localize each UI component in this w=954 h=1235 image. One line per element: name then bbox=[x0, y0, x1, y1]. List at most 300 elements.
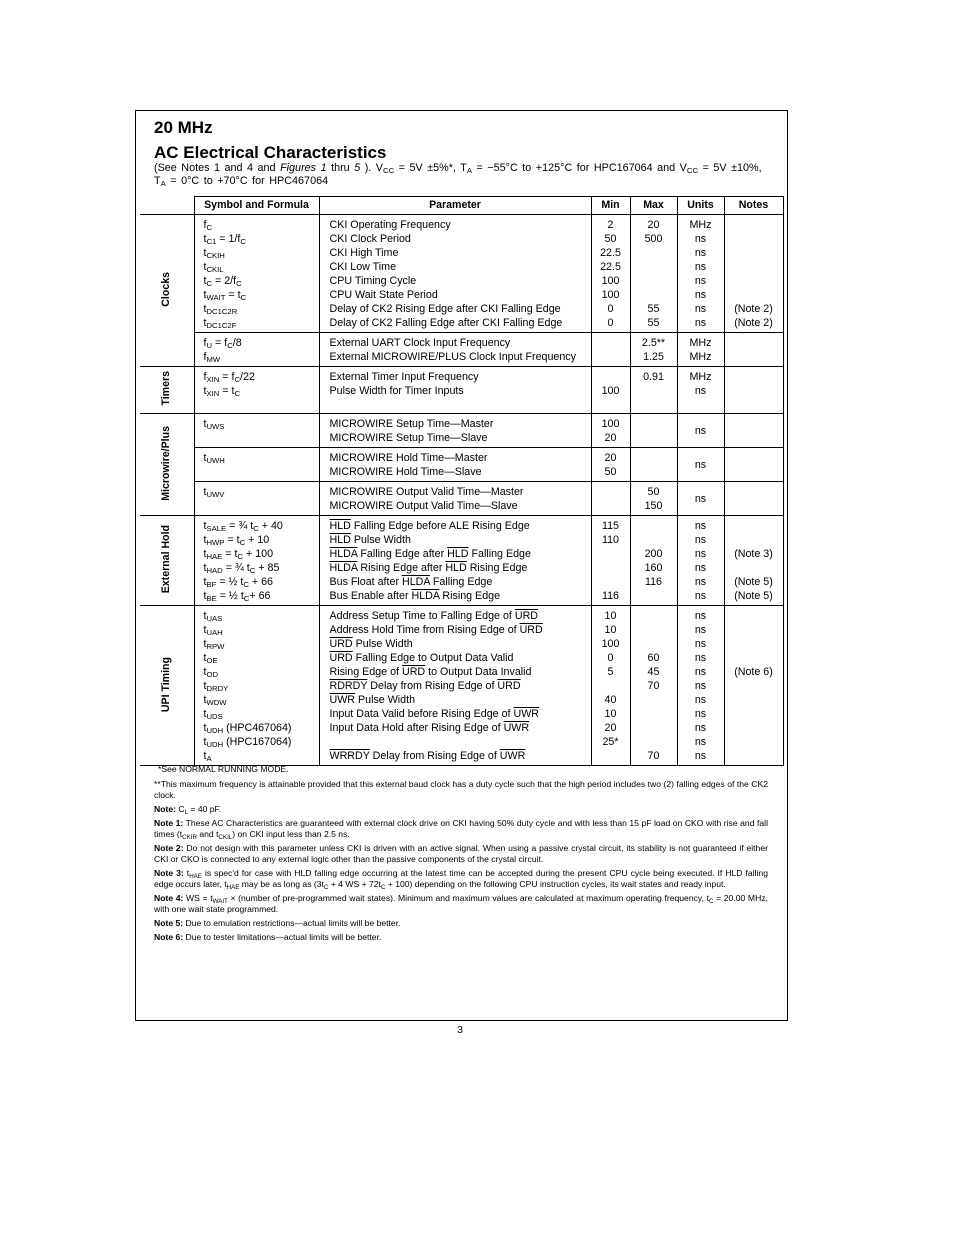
max-cell bbox=[630, 215, 677, 333]
subscript: DC1C2F bbox=[206, 321, 237, 331]
max-value: 20 bbox=[647, 219, 660, 231]
min-value: 110 bbox=[601, 534, 620, 546]
symbol-value: $t_{HAE} = t_C + 100$ bbox=[203, 548, 274, 562]
parameter-value: MICROWIRE Hold Time—Master bbox=[329, 452, 488, 464]
header-max: Max bbox=[630, 197, 677, 215]
notes-value bbox=[725, 519, 783, 533]
notes-value bbox=[725, 721, 783, 735]
overlined-signal: $\overline{UWR}$ bbox=[503, 722, 530, 734]
units-value: ns bbox=[694, 459, 707, 471]
notes-value: (Note 5) bbox=[734, 590, 773, 602]
max-value bbox=[631, 288, 677, 302]
notes-cell bbox=[724, 367, 783, 414]
max-value: 160 bbox=[644, 562, 663, 574]
min-value bbox=[592, 350, 630, 364]
parameter-cell bbox=[319, 333, 591, 367]
units-value: ns bbox=[694, 652, 707, 664]
notes-value bbox=[725, 350, 783, 364]
units-value: ns bbox=[694, 576, 707, 588]
symbol-cell bbox=[194, 414, 319, 448]
units-value: ns bbox=[694, 275, 707, 287]
overlined-signal: $\overline{URD}$ bbox=[329, 652, 353, 664]
units-value: ns bbox=[694, 233, 707, 245]
overlined-signal: HLDA bbox=[329, 548, 358, 560]
footnote: Note 4: WS = $t_{WAIT}$ × (number of pre-programmed wait states). Minimum and maximum values are calculated at maximum operating frequency, $t_C = 20.00$ MHz, with one wait state programmed. bbox=[154, 893, 768, 914]
max-value bbox=[631, 707, 677, 721]
parameter-value: MICROWIRE Output Valid Time—Master bbox=[329, 486, 524, 498]
subscript: BF bbox=[206, 580, 217, 590]
subscript: C bbox=[380, 883, 386, 891]
overlined-signal: RDRDY bbox=[329, 680, 368, 692]
footnote: Note 3: $t_{HAE}$ is spec'd for case with HLD falling edge occurring at the latest time can be accepted during the present CPU cycle being executed. If HLD falling edge occurs later, $t_{HAE}$ may be as long as ($3t_C + 4$ WS + $72t_C + 100$) depending on the following CPU instruction cycles, its wait states and ready input. bbox=[154, 868, 768, 891]
parameter-value: CPU Wait State Period bbox=[329, 289, 438, 301]
group-label-text: UPI Timing bbox=[160, 656, 173, 712]
max-value bbox=[631, 465, 677, 479]
min-cell bbox=[591, 482, 630, 516]
parameter-cell bbox=[319, 367, 591, 414]
notes-value bbox=[725, 260, 783, 274]
subscript: C bbox=[239, 538, 246, 548]
symbol-value: $t_{DRDY}$ bbox=[203, 680, 229, 694]
min-value: 0 bbox=[607, 652, 614, 664]
table-header-row bbox=[140, 197, 783, 215]
group-label-text: External Hold bbox=[160, 525, 173, 594]
units-value: ns bbox=[694, 520, 707, 532]
overlined-signal: $\overline{URD}$ bbox=[401, 666, 426, 678]
overlined-signal: $\overline{HLD}$ bbox=[447, 548, 469, 560]
subscript: A bbox=[160, 179, 166, 189]
subscript: BE bbox=[206, 594, 217, 604]
min-value: 100 bbox=[601, 638, 620, 650]
italic-reference: Figures 1 bbox=[280, 162, 327, 174]
max-value: 45 bbox=[647, 666, 660, 678]
units-value: ns bbox=[694, 722, 707, 734]
parameter-value: CKI Clock Period bbox=[329, 233, 411, 245]
symbol-value: $t_{XIN} = t_C$ bbox=[203, 385, 241, 399]
max-value bbox=[631, 533, 677, 547]
parameter-value: MICROWIRE Output Valid Time—Slave bbox=[329, 500, 518, 512]
parameter-value: Address Hold Time from Rising Edge of $\overline{URD}$ bbox=[329, 624, 543, 636]
subscript: C bbox=[243, 594, 250, 604]
units-value: ns bbox=[694, 694, 707, 706]
notes-cell bbox=[724, 516, 783, 606]
speed-heading: 20 MHz bbox=[154, 118, 213, 137]
subscript: C1 bbox=[206, 237, 217, 247]
clocks-block-2 bbox=[140, 333, 783, 367]
symbol-value: $t_{HWP} = t_C + 10$ bbox=[203, 534, 270, 548]
footnote-label: Note 4: bbox=[154, 893, 184, 903]
subscript: HWP bbox=[206, 538, 225, 548]
footnote-label: Note: bbox=[154, 804, 176, 814]
units-value: ns bbox=[694, 666, 707, 678]
min-value bbox=[592, 499, 630, 513]
notes-value bbox=[725, 693, 783, 707]
subscript: XIN bbox=[206, 375, 220, 385]
parameter-value: $\overline{URD}$ Falling Edge to Output Data Valid bbox=[329, 652, 514, 664]
max-value: 50 bbox=[647, 486, 660, 498]
group-label-text: Microwire/Plus bbox=[160, 425, 173, 501]
max-value: 150 bbox=[644, 500, 663, 512]
parameter-cell bbox=[319, 482, 591, 516]
symbol-value: $f_U = f_C/8$ bbox=[203, 337, 242, 351]
footnote-label: Note 3: bbox=[154, 868, 184, 878]
units-value: ns bbox=[694, 317, 707, 329]
header-parameter: Parameter bbox=[319, 197, 591, 215]
max-value: 500 bbox=[644, 233, 663, 245]
max-value: 116 bbox=[644, 576, 663, 588]
notes-value bbox=[725, 679, 783, 693]
min-cell bbox=[591, 367, 630, 414]
symbol-value: $t_C = 2/f_C$ bbox=[203, 275, 242, 289]
subscript: CKIL bbox=[206, 265, 224, 275]
units-value: MHz bbox=[689, 219, 712, 231]
parameter-value: Pulse Width for Timer Inputs bbox=[329, 385, 464, 397]
min-value: 115 bbox=[601, 520, 620, 532]
overlined-signal: WRRDY bbox=[329, 750, 370, 762]
subscript: C bbox=[237, 552, 244, 562]
units-value: ns bbox=[694, 385, 707, 397]
min-cell bbox=[591, 606, 630, 766]
parameter-value: WRRDY Delay from Rising Edge of $\overline{UWR}$ bbox=[329, 750, 526, 762]
units-cell bbox=[677, 448, 724, 482]
footnote: Note 2: Do not design with this parameter unless CKI is driven with an active signal. When using a passive crystal circuit, its stability is not guaranteed if either CKI or CKO is connected to any external logic other than the passive components of the crystal circuit. bbox=[154, 843, 768, 864]
symbol-cell bbox=[194, 215, 319, 333]
timers-group-label bbox=[140, 367, 194, 414]
units-cell bbox=[677, 414, 724, 448]
notes-value bbox=[725, 623, 783, 637]
min-value: 0 bbox=[607, 317, 614, 329]
units-value: ns bbox=[694, 425, 707, 437]
subscript: DRDY bbox=[206, 684, 229, 694]
units-value: ns bbox=[694, 680, 707, 692]
subscript: UWS bbox=[206, 422, 225, 432]
units-cell bbox=[677, 482, 724, 516]
subscript: C bbox=[243, 580, 249, 590]
notes-value bbox=[725, 651, 783, 665]
notes-cell bbox=[724, 215, 783, 333]
overlined-signal: $\overline{URD}$ bbox=[497, 680, 521, 692]
microwire-plus-group-label bbox=[140, 414, 194, 516]
notes-value bbox=[725, 370, 783, 384]
subscript: UDS bbox=[206, 712, 223, 722]
min-value: 5 bbox=[607, 666, 614, 678]
subscript: RPW bbox=[206, 642, 225, 652]
max-value bbox=[631, 274, 677, 288]
subscript: C bbox=[206, 279, 213, 289]
symbol-cell bbox=[194, 448, 319, 482]
max-cell bbox=[630, 516, 677, 606]
header-min: Min bbox=[591, 197, 630, 215]
notes-value bbox=[725, 232, 783, 246]
symbol-value: $t_{BE}$ = ½ $t_C+ 66$ bbox=[203, 590, 271, 604]
subscript: DC1C2R bbox=[206, 307, 238, 317]
parameter-cell bbox=[319, 215, 591, 333]
overlined-signal: $\overline{URD}$ bbox=[519, 624, 543, 636]
symbol-value: $t_{CKIH}$ bbox=[203, 247, 225, 261]
symbol-value: $t_{CKIL}$ bbox=[203, 261, 224, 275]
units-cell bbox=[677, 215, 724, 333]
overlined-signal: HLDA bbox=[401, 576, 430, 588]
conditions-line: (See Notes 1 and 4 and Figures 1 thru 5 ). $V_{CC} = 5V \pm 5\%*$, $T_A = -55^\circ C$ to +125°C for HPC167064 and $V_{CC} = 5V \pm 10\%$, bbox=[154, 162, 762, 176]
notes-value bbox=[725, 218, 783, 232]
min-cell bbox=[591, 414, 630, 448]
footnote-label: Note 2: bbox=[154, 843, 184, 853]
symbol-value: $t_{UDS}$ bbox=[203, 708, 223, 722]
subscript: WAIT bbox=[212, 897, 228, 905]
units-value: ns bbox=[694, 638, 707, 650]
symbol-value: $t_{HAD}$ = ¾ $t_C + 85$ bbox=[203, 562, 280, 576]
subscript: UAS bbox=[206, 614, 223, 624]
parameter-value: Delay of CK2 Rising Edge after CKI Falling Edge bbox=[329, 303, 561, 315]
symbol-cell bbox=[194, 482, 319, 516]
parameter-value: Address Setup Time to Falling Edge of $\overline{URD}$ bbox=[329, 610, 539, 622]
max-value bbox=[631, 623, 677, 637]
max-value bbox=[631, 417, 677, 431]
max-value: 55 bbox=[647, 303, 660, 315]
max-cell bbox=[630, 448, 677, 482]
microwire-plus-block-3 bbox=[140, 482, 783, 516]
overlined-signal: $\overline{HLD}$ bbox=[329, 534, 351, 546]
max-value bbox=[631, 609, 677, 623]
subscript: OD bbox=[206, 670, 219, 680]
symbol-cell bbox=[194, 333, 319, 367]
units-value: ns bbox=[694, 624, 707, 636]
min-value bbox=[592, 336, 630, 350]
footnote: Note: $C_L = 40$ pF. bbox=[154, 804, 222, 816]
overlined-signal: HLDA bbox=[329, 562, 358, 574]
italic-reference: 5 bbox=[354, 162, 361, 174]
min-value: 40 bbox=[604, 694, 617, 706]
symbol-value: $t_{RPW}$ bbox=[203, 638, 225, 652]
subscript: UDH bbox=[206, 740, 224, 750]
parameter-value: CKI Operating Frequency bbox=[329, 219, 451, 231]
subscript: UWH bbox=[206, 456, 225, 466]
notes-value bbox=[725, 451, 783, 465]
subscript: MW bbox=[206, 355, 221, 365]
footnote: *See NORMAL RUNNING MODE. bbox=[158, 764, 289, 774]
notes-value bbox=[725, 384, 783, 398]
max-value bbox=[631, 246, 677, 260]
symbol-value: $t_{UAH}$ bbox=[203, 624, 223, 638]
max-value bbox=[631, 589, 677, 603]
subscript: C bbox=[240, 237, 246, 247]
notes-value bbox=[725, 246, 783, 260]
subscript: L bbox=[184, 808, 189, 816]
units-cell bbox=[677, 333, 724, 367]
units-value: MHz bbox=[689, 337, 712, 349]
min-value bbox=[592, 485, 630, 499]
parameter-value: HLDA Falling Edge after $\overline{HLD}$ Falling Edge bbox=[329, 548, 531, 560]
parameter-value: HLDA Rising Edge after $\overline{HLD}$ Rising Edge bbox=[329, 562, 528, 574]
symbol-cell bbox=[194, 606, 319, 766]
max-cell bbox=[630, 333, 677, 367]
subscript: UAH bbox=[206, 628, 223, 638]
units-value: ns bbox=[694, 736, 707, 748]
symbol-value: $t_{BF}$ = ½ $t_C + 66$ bbox=[203, 576, 273, 590]
max-value bbox=[631, 721, 677, 735]
symbol-value: $t_{DC1C2F}$ bbox=[203, 317, 237, 331]
max-value bbox=[631, 431, 677, 445]
symbol-value: $f_C$ bbox=[203, 219, 213, 233]
max-value bbox=[631, 451, 677, 465]
symbol-value: $t_{UDH}$ (HPC467064) bbox=[203, 722, 292, 736]
units-cell bbox=[677, 367, 724, 414]
notes-cell bbox=[724, 414, 783, 448]
parameter-value: Delay of CK2 Falling Edge after CKI Falling Edge bbox=[329, 317, 563, 329]
min-value bbox=[592, 575, 630, 589]
units-value: ns bbox=[694, 261, 707, 273]
subscript: C bbox=[236, 279, 242, 289]
min-value: 2 bbox=[607, 219, 614, 231]
parameter-value: $\overline{HLD}$ Pulse Width bbox=[329, 534, 411, 546]
subscript: CKIH bbox=[206, 251, 225, 261]
min-value bbox=[592, 370, 630, 384]
test-conditions bbox=[154, 162, 762, 188]
subscript: C bbox=[206, 223, 213, 233]
parameter-value bbox=[330, 735, 591, 749]
units-value: ns bbox=[694, 562, 707, 574]
notes-value bbox=[725, 274, 783, 288]
header-symbol: Symbol and Formula bbox=[194, 197, 319, 215]
min-cell bbox=[591, 333, 630, 367]
units-value: ns bbox=[694, 303, 707, 315]
subscript: HAE bbox=[226, 883, 240, 891]
upi-timing-group-label bbox=[140, 606, 194, 766]
min-value bbox=[592, 561, 630, 575]
min-value: 22.5 bbox=[600, 261, 621, 273]
units-value: ns bbox=[694, 548, 707, 560]
max-cell bbox=[630, 606, 677, 766]
page-number: 3 bbox=[457, 1024, 463, 1036]
max-value: 60 bbox=[647, 652, 660, 664]
max-value: 200 bbox=[644, 548, 663, 560]
symbol-value: $t_{C1} = 1/f_C$ bbox=[203, 233, 246, 247]
notes-value bbox=[725, 288, 783, 302]
clocks-group-label bbox=[140, 215, 194, 367]
upi-timing-block-1 bbox=[140, 606, 783, 766]
table-body bbox=[140, 215, 783, 766]
min-value: 116 bbox=[601, 590, 620, 602]
ac-characteristics-table bbox=[140, 196, 784, 766]
subscript: CKIR bbox=[182, 833, 197, 841]
max-value: 0.91 bbox=[643, 371, 664, 383]
notes-value bbox=[725, 417, 783, 431]
header-units: Units bbox=[677, 197, 724, 215]
notes-value bbox=[725, 499, 783, 513]
min-value: 20 bbox=[604, 452, 617, 464]
symbol-value: $t_A$ bbox=[203, 750, 212, 764]
min-value: 10 bbox=[604, 708, 617, 720]
symbol-value: $t_{OD}$ bbox=[203, 666, 219, 680]
subscript: OE bbox=[206, 656, 218, 666]
footnote: **This maximum frequency is attainable provided that this external baud clock has a duty cycle such that the high period includes two (2) falling edges of the CK2 clock. bbox=[154, 779, 768, 800]
parameter-value: Input Data Valid before Rising Edge of $\overline{UWR}$ bbox=[329, 708, 540, 720]
max-value bbox=[631, 519, 677, 533]
max-value bbox=[631, 693, 677, 707]
notes-value bbox=[725, 465, 783, 479]
symbol-value: $t_{WAIT} = t_C$ bbox=[203, 289, 247, 303]
parameter-cell bbox=[319, 516, 591, 606]
max-value bbox=[631, 637, 677, 651]
subscript: C bbox=[234, 375, 241, 385]
units-value: MHz bbox=[689, 371, 712, 383]
subscript: C bbox=[227, 341, 233, 351]
subscript: WAIT bbox=[206, 293, 226, 303]
subscript: C bbox=[249, 566, 256, 576]
subscript: UWV bbox=[206, 490, 225, 500]
parameter-value: RDRDY Delay from Rising Edge of $\overline{URD}$ bbox=[329, 680, 521, 692]
timers-block-1 bbox=[140, 367, 783, 414]
max-value: 55 bbox=[647, 317, 660, 329]
overlined-signal: $\overline{UWR}$ bbox=[329, 694, 356, 706]
symbol-value: $t_{SALE}$ = ¾ $t_C + 40$ bbox=[203, 520, 283, 534]
subscript: UDH bbox=[206, 726, 224, 736]
max-value bbox=[631, 260, 677, 274]
footnote: Note 5: Due to emulation restrictions—actual limits will be better. bbox=[154, 918, 401, 928]
symbol-cell bbox=[194, 367, 319, 414]
symbol-cell bbox=[194, 516, 319, 606]
min-value: 100 bbox=[601, 418, 620, 430]
parameter-value: CKI High Time bbox=[329, 247, 399, 259]
units-value: ns bbox=[694, 247, 707, 259]
header-notes: Notes bbox=[724, 197, 783, 215]
notes-cell bbox=[724, 482, 783, 516]
min-cell bbox=[591, 215, 630, 333]
units-value: ns bbox=[694, 289, 707, 301]
units-value: ns bbox=[694, 610, 707, 622]
external-hold-group-label bbox=[140, 516, 194, 606]
parameter-value: Input Data Hold after Rising Edge of $\overline{UWR}$ bbox=[329, 722, 530, 734]
parameter-value: External UART Clock Input Frequency bbox=[329, 337, 511, 349]
parameter-value: CKI Low Time bbox=[329, 261, 397, 273]
footnote: Note 6: Due to tester limitations—actual limits will be better. bbox=[154, 932, 382, 942]
min-cell bbox=[591, 516, 630, 606]
units-value: ns bbox=[694, 534, 707, 546]
symbol-value: $f_{XIN} = f_C/22$ bbox=[203, 371, 255, 385]
microwire-plus-block-2 bbox=[140, 448, 783, 482]
notes-value: (Note 2) bbox=[734, 303, 773, 315]
notes-value bbox=[725, 431, 783, 445]
min-value: 10 bbox=[604, 624, 617, 636]
parameter-value: CPU Timing Cycle bbox=[329, 275, 417, 287]
notes-value bbox=[725, 485, 783, 499]
symbol-value bbox=[204, 465, 319, 479]
symbol-value bbox=[204, 499, 319, 513]
symbol-value: $t_{UDH}$ (HPC167064) bbox=[203, 736, 292, 750]
subscript: U bbox=[206, 341, 213, 351]
max-value: 70 bbox=[647, 680, 660, 692]
units-value: ns bbox=[694, 750, 707, 762]
parameter-cell bbox=[319, 414, 591, 448]
min-value: 20 bbox=[604, 722, 617, 734]
min-value: 0 bbox=[607, 303, 614, 315]
footnote-label: Note 6: bbox=[154, 932, 184, 942]
subscript: C bbox=[323, 883, 329, 891]
min-value: 25* bbox=[602, 736, 619, 748]
min-value: 50 bbox=[604, 466, 617, 478]
symbol-value: $f_{MW}$ bbox=[203, 351, 221, 365]
overlined-signal: HLDA bbox=[411, 590, 440, 602]
parameter-value: $\overline{HLD}$ Falling Edge before ALE Rising Edge bbox=[329, 520, 530, 532]
external-hold-block-1 bbox=[140, 516, 783, 606]
subscript: HAD bbox=[206, 566, 223, 576]
notes-value bbox=[725, 707, 783, 721]
microwire-plus-block-1 bbox=[140, 414, 783, 448]
subscript: HAE bbox=[189, 872, 202, 880]
notes-value: (Note 5) bbox=[734, 576, 773, 588]
parameter-value: External MICROWIRE/PLUS Clock Input Frequency bbox=[329, 351, 576, 363]
parameter-value: Rising Edge of $\overline{URD}$ to Output Data Invalid bbox=[329, 666, 532, 678]
